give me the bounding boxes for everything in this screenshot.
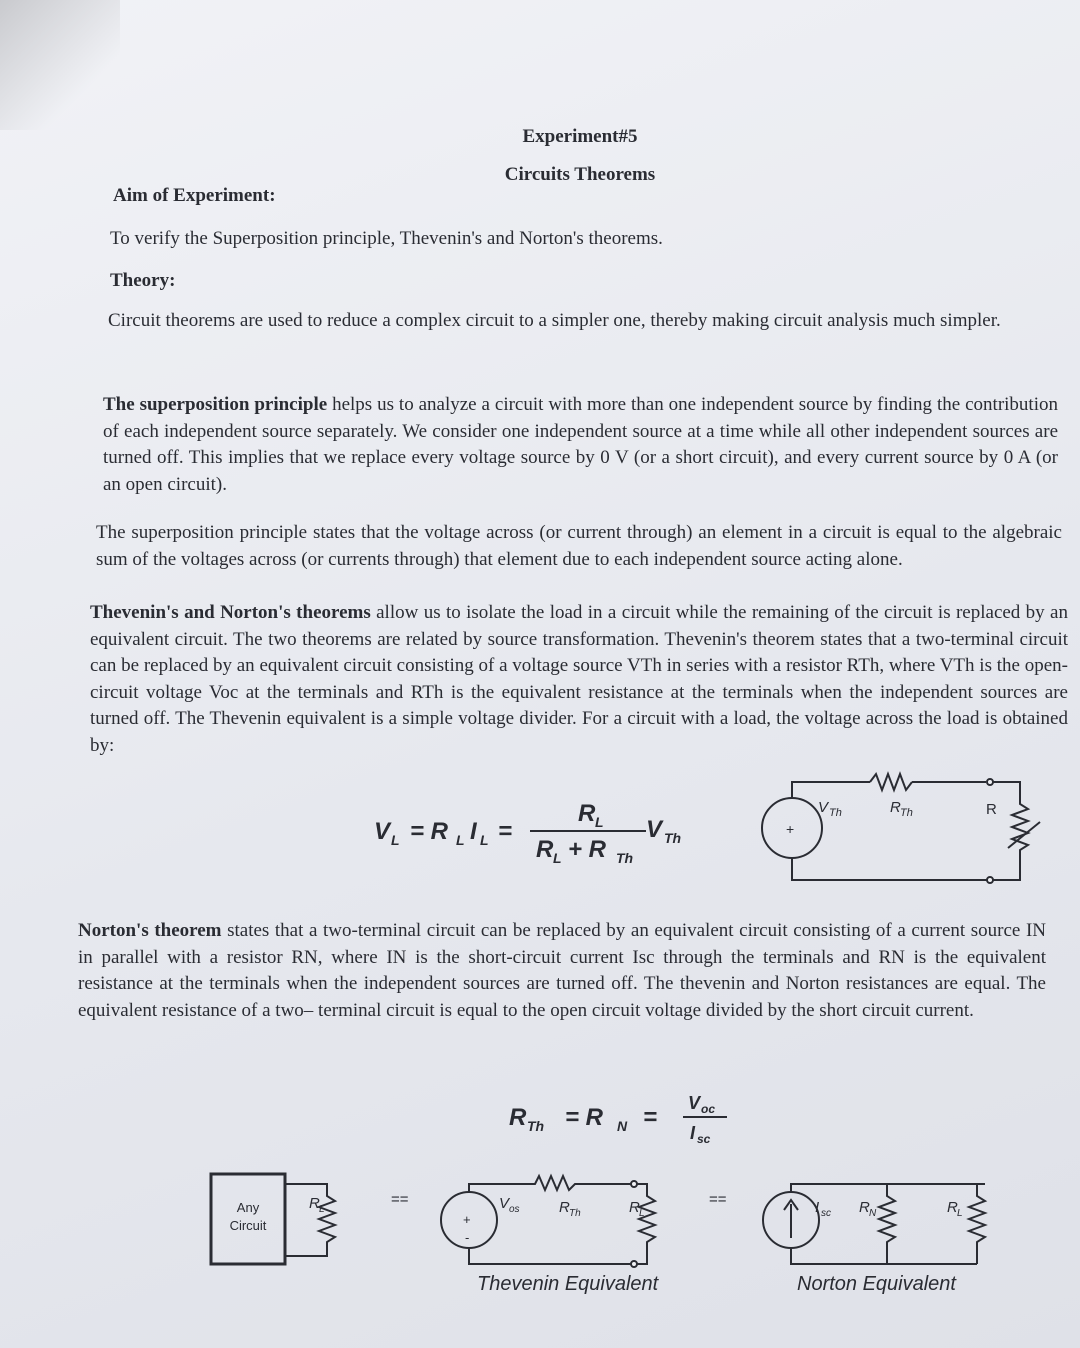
norton-description: states that a two-terminal circuit can be replaced by an equivalent circuit consisting of a current source IN in parallel with a resistor RN, where IN is the short-circuit current Isc through the terminals and RN is the equivalent resistance at the terminals when the independent sources are turned off. The thevenin and Norton resistances are equal. The equivalent resistance of a two– terminal circuit is equal to the open circuit voltage divided by the short circuit current. [78,920,1046,1021]
eq1-denominator-sub: L [553,850,562,866]
resistance-equation [505,1085,745,1155]
thevenin-rl-resistor-icon [637,1184,655,1264]
eq1-lhs: V [374,818,391,845]
thevenin-load-circuit [750,770,1060,890]
eq2-lhs-sub: Th [527,1118,545,1134]
any-circuit-label-2: Circuit [229,1218,267,1233]
thevenin-terminal-bottom-icon [631,1261,637,1267]
aim-text: To verify the Superposition principle, Thevenin's and Norton's theorems. [110,228,663,249]
norton-equivalent-label: Norton Equivalent [797,1273,956,1295]
eq1-equals: = [498,818,513,845]
any-circuit-label-1: Any [236,1200,260,1215]
eq2-numerator: V [688,1093,701,1113]
label-isc-sub: sc [821,1208,831,1219]
eq1-denominator-sub2: Th [616,850,634,866]
eq1-mid-sub: L [456,832,465,848]
norton-term: Norton's theorem [78,920,222,941]
wire-top-left [792,782,870,798]
norton-paragraph [78,918,1046,1024]
thevenin-description: allow us to isolate the load in a circuit while the remaining of the circuit is replaced by an equivalent circuit. The two theorems are related by source transformation. Thevenin's theorem states that a two-terminal circuit can be replaced by an equivalent circuit consisting of a voltage source VTh in series with a resistor RTh, where VTh is the open- circuit voltage Voc at the terminals and RTh is the equivalent resistance at the terminals when the independent sources are turned off. The Thevenin equivalent is a simple voltage divider. For a circuit with a load, the voltage across the load is obtained by: [90,602,1068,756]
label-rl-2-sub: L [639,1208,645,1219]
label-rth: R [890,799,901,816]
thevenin-rth-resistor-icon [469,1176,631,1192]
label-vos-sub: os [509,1204,520,1215]
label-r: R [986,801,997,818]
eq1-mid2: I [470,818,477,845]
thevenin-equivalent-label: Thevenin Equivalent [477,1273,659,1295]
norton-rl-resistor-icon [969,1184,985,1264]
eq1-tail-sub: Th [664,830,682,846]
thevenin-source-minus: - [465,1230,470,1245]
equivalence-sign-1: == [391,1191,409,1208]
eq2-lhs: R [509,1104,527,1131]
label-rn: R [859,1199,870,1216]
eq1-denominator-plus: + R [568,836,607,863]
thevenin-terminal-top-icon [631,1181,637,1187]
theory-intro: Circuit theorems are used to reduce a complex circuit to a simpler one, thereby making circuit analysis much simpler. [108,310,1001,331]
aim-heading: Aim of Experiment: [113,185,276,206]
thevenin-paragraph [90,600,1068,759]
label-rl-1: R [309,1195,320,1212]
label-vth: V [818,799,829,816]
terminal-top-icon [987,779,993,785]
eq1-numerator-sub: L [595,814,604,830]
eq1-denominator: R [536,836,554,863]
eq1-mid: = R [410,818,449,845]
eq1-mid2-sub: L [480,832,489,848]
theory-heading: Theory: [110,270,176,291]
thevenin-bottom-wire [469,1248,631,1264]
superposition-statement: The superposition principle states that the voltage across (or current through) an element in a circuit is equal to the algebraic sum of the voltages across (or currents through) that element due to each independent source acting alone. [96,522,1062,570]
eq2-eq1: = R [565,1104,604,1131]
label-vos: V [499,1195,510,1212]
label-rth-2: R [559,1199,570,1216]
equivalent-circuits-diagram [195,1160,1005,1310]
norton-bottom-wire [791,1248,977,1264]
label-rth-2-sub: Th [569,1208,581,1219]
superposition-paragraph [103,392,1058,498]
voltage-divider-equation [370,795,700,875]
label-rl-3-sub: L [957,1208,963,1219]
eq2-eq2: = [643,1104,658,1131]
eq2-numerator-sub: oc [701,1102,716,1116]
document-title: Circuits Theorems [504,164,656,185]
superposition-description: helps us to analyze a circuit with more than one independent source by finding the contribution of each independent source separately. We consider one independent source at a time while all other independent sources are turned off. This implies that we replace every voltage source by 0 V (or a short circuit), and every current source by 0 A (or an open circuit). [103,394,1058,495]
page-shadow [0,0,120,130]
thevenin-term: Thevenin's and Norton's theorems [90,602,371,623]
norton-rn-resistor-icon [879,1184,895,1264]
eq1-lhs-sub: L [391,832,400,848]
label-rth-sub: Th [900,807,913,819]
label-rl-1-sub: L [319,1204,325,1215]
source-plus: + [786,821,795,837]
experiment-number: Experiment#5 [522,126,638,147]
eq1-tail: V [646,816,663,843]
resistor-rth-icon [870,774,912,790]
equivalence-sign-2: == [709,1191,727,1208]
terminal-bottom-icon [987,877,993,883]
wire-bottom [792,858,987,880]
eq2-eq1-sub: N [617,1118,628,1134]
eq2-denominator: I [690,1123,696,1143]
label-rl-3: R [947,1199,958,1216]
label-vth-sub: Th [829,807,842,819]
label-rl-2: R [629,1199,640,1216]
thevenin-source-plus: + [463,1212,471,1227]
superposition-term: The superposition principle [103,394,328,415]
label-rn-sub: N [869,1208,877,1219]
resistor-r-icon [993,782,1028,880]
eq2-denominator-sub: sc [697,1132,711,1146]
eq1-numerator: R [578,800,596,827]
label-isc: I [815,1199,820,1216]
